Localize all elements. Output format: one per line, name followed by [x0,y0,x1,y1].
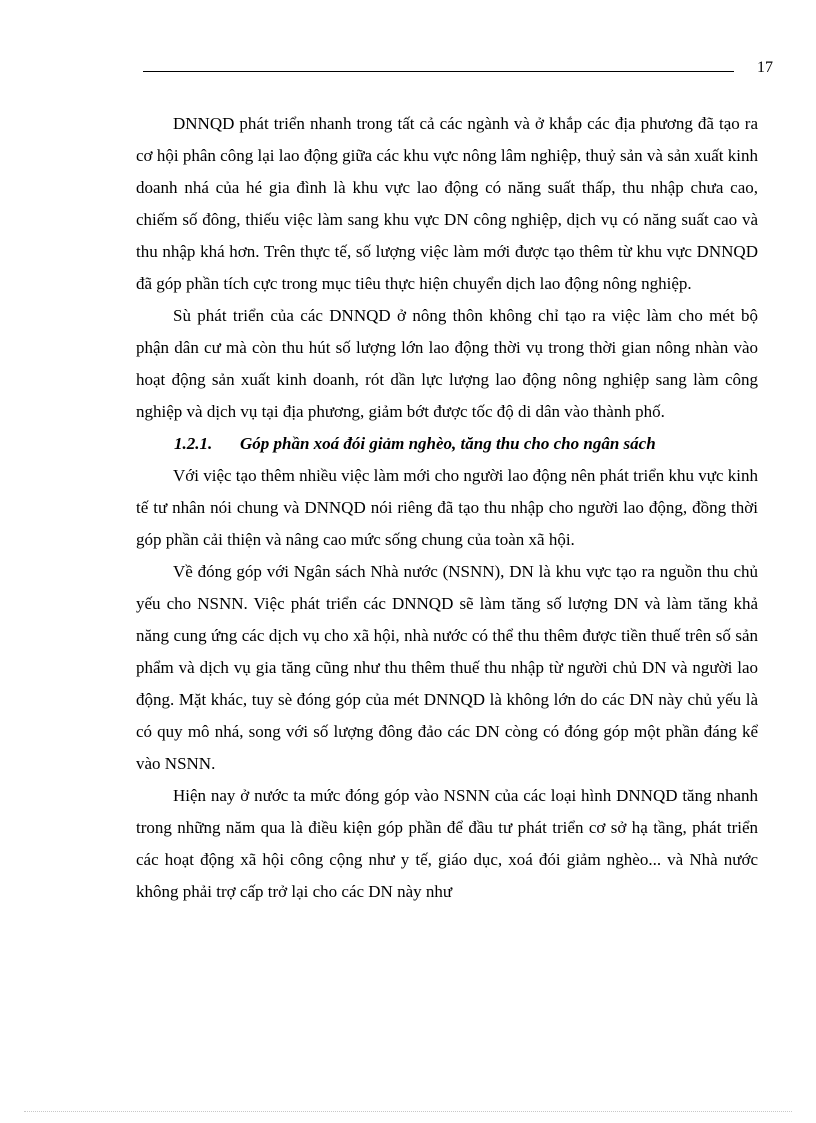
footer-dotted-line [24,1111,792,1112]
paragraph: DNNQD phát triển nhanh trong tất cả các ngành và ở khắp các địa phương đã tạo ra cơ hội phân công lại lao động giữa các khu vực nông lâm nghiệp, thuỷ sản và sản xuất kinh doanh nhá của hé gia đình là khu vực lao động có năng suất thấp, thu nhập chưa cao, chiếm số đông, thiếu việc làm sang khu vực DN công nghiệp, dịch vụ có năng suất cao và thu nhập khá hơn. Trên thực tế, số lượng việc làm mới được tạo thêm từ khu vực DNNQD đã góp phần tích cực trong mục tiêu thực hiện chuyển dịch lao động nông nghiệp. [136,114,758,293]
section-heading [136,428,758,460]
header-rule [143,71,734,72]
paragraph: Với việc tạo thêm nhiều việc làm mới cho người lao động nên phát triển khu vực kinh tế tư nhân nói chung và DNNQD nói riêng đã tạo thu nhập cho người lao động, đồng thời góp phần cải thiện và nâng cao mức sống chung của toàn xã hội. [136,466,759,549]
section-number: 1.2.1. [174,434,213,453]
page-number: 17 [757,59,773,76]
section-title: Góp phần xoá đói giảm nghèo, tăng thu cho cho ngân sách [240,434,656,453]
paragraph: Sù phát triển của các DNNQD ở nông thôn không chỉ tạo ra việc làm cho mét bộ phận dân cư mà còn thu hút số lượng lớn lao động thời vụ trong thời gian nông nhàn vào hoạt động sản xuất kinh doanh, rót dần lực lượng lao động nông nghiệp sang làm công nghiệp và dịch vụ tại địa phương, giảm bớt được tốc độ di dân vào thành phố. [136,306,758,421]
document-body [136,108,758,908]
paragraph: Hiện nay ở nước ta mức đóng góp vào NSNN của các loại hình DNNQD tăng nhanh trong những năm qua là điều kiện góp phần để đầu tư phát triển cơ sở hạ tầng, phát triển các hoạt động xã hội công cộng như y tế, giáo dục, xoá đói giảm nghèo... và Nhà nước không phải trợ cấp trở lại cho các DN này như [136,786,758,901]
paragraph: Về đóng góp với Ngân sách Nhà nước (NSNN), DN là khu vực tạo ra nguồn thu chủ yếu cho NSNN. Việc phát triển các DNNQD sẽ làm tăng số lượng DN và làm tăng khả năng cung ứng các dịch vụ cho xã hội, nhà nước có thể thu thêm được tiền thuế trên số sản phẩm và dịch vụ gia tăng cũng như thu thêm thuế thu nhập từ người chủ DN và người lao động. Mặt khác, tuy sè đóng góp của mét DNNQD là không lớn do các DN này chủ yếu là có quy mô nhá, song với số lượng đông đảo các DN còng có đóng góp một phần đáng kể vào NSNN. [136,562,758,773]
